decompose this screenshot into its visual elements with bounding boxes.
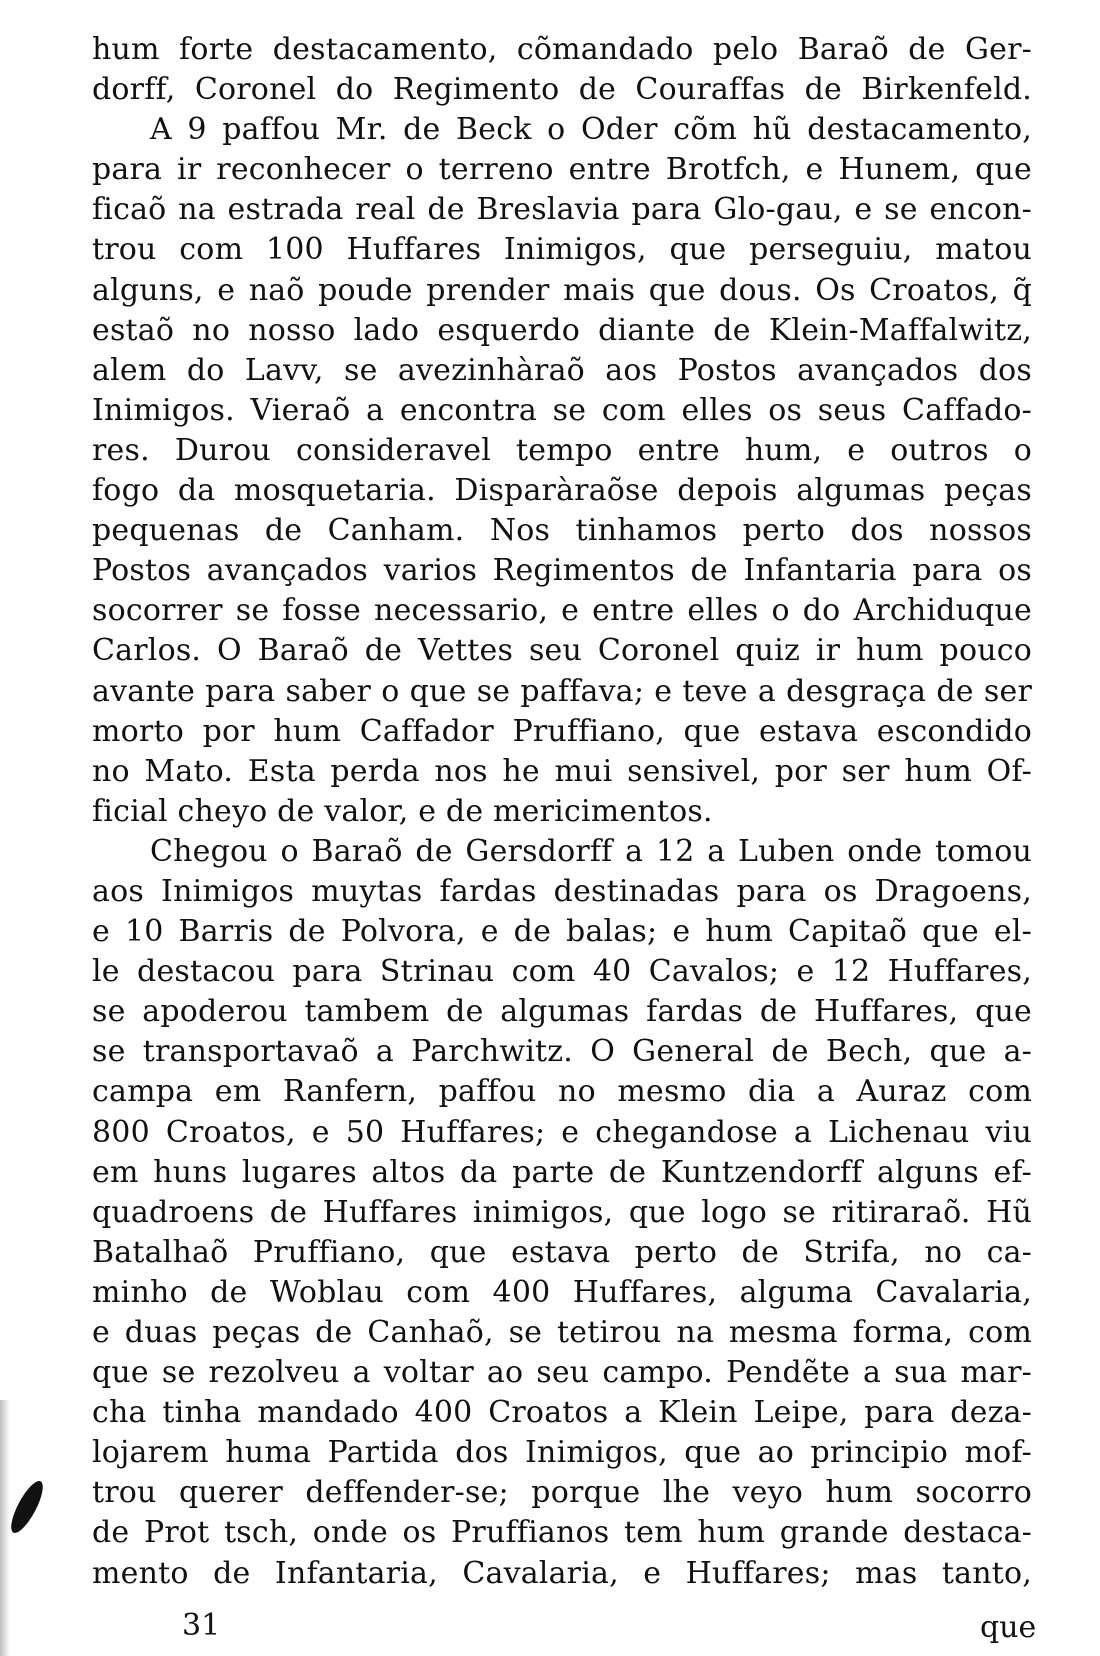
text-line: alem do Lavv, se avezinhàraõ aos Postos avançados dos: [92, 352, 1032, 388]
text-line: Batalhaõ Pruffiano, que estava perto de Strifa, no ca-: [92, 1234, 1032, 1270]
text-line: lojarem huma Partida dos Inimigos, que ao principio mof-: [92, 1435, 1032, 1471]
text-line: cha tinha mandado 400 Croatos a Klein Leipe, para deza-: [92, 1395, 1032, 1431]
paragraph-end-line: ficial cheyo de valor, e de mericimentos.: [92, 793, 713, 829]
ink-smudge: [5, 1477, 48, 1537]
text-line: aos Inimigos muytas fardas destinadas para os Dragoens,: [92, 873, 1032, 909]
text-line: mento de Infantaria, Cavalaria, e Huffares; mas tanto,: [92, 1555, 1032, 1591]
text-line: que se rezolveu a voltar ao seu campo. Pendẽte a sua mar-: [92, 1355, 1032, 1391]
text-line: de Prot tsch, onde os Pruffianos tem hum grande destaca-: [92, 1515, 1032, 1551]
text-line: minho de Woblau com 400 Huffares, alguma Cavalaria,: [92, 1274, 1032, 1310]
paragraph-start-line: Chegou o Baraõ de Gersdorff a 12 a Luben onde tomou: [150, 833, 1032, 869]
text-line: Postos avançados varios Regimentos de Infantaria para os: [92, 553, 1032, 589]
text-line: fogo da mosquetaria. Disparàraõse depois algumas peças: [92, 473, 1032, 509]
page-number: 31: [182, 1608, 221, 1643]
text-line: ficaõ na estrada real de Breslavia para Glo-gau, e se encon-: [92, 192, 1032, 228]
text-line: trou querer deffender-se; porque lhe veyo hum socorro: [92, 1475, 1032, 1511]
text-line: quadroens de Huffares inimigos, que logo se ritiraraõ. Hũ: [92, 1194, 1032, 1230]
text-line: se apoderou tambem de algumas fardas de Huffares, que: [92, 994, 1032, 1030]
text-line: para ir reconhecer o terreno entre Brotfch, e Hunem, que: [92, 152, 1032, 188]
body-text: [92, 30, 1032, 1594]
text-line: socorrer se fosse necessario, e entre elles o do Archiduque: [92, 593, 1032, 629]
text-line: Inimigos. Vieraõ a encontra se com elles os seus Caffado-: [92, 392, 1032, 428]
catchword: que: [980, 1610, 1037, 1645]
text-line: morto por hum Caffador Pruffiano, que estava escondido: [92, 713, 1032, 749]
text-line: e duas peças de Canhaõ, se tetirou na mesma forma, com: [92, 1315, 1032, 1350]
text-line: pequenas de Canham. Nos tinhamos perto dos nossos: [92, 513, 1032, 549]
text-line: no Mato. Esta perda nos he mui sensivel, por ser hum Of-: [92, 753, 1032, 789]
text-line: res. Durou consideravel tempo entre hum, e outros o: [92, 432, 1032, 468]
text-line: estaõ no nosso lado esquerdo diante de Klein-Maffalwitz,: [92, 312, 1032, 348]
text-line: hum forte destacamento, cõmandado pelo Baraõ de Ger-: [92, 32, 1032, 67]
text-line: Carlos. O Baraõ de Vettes seu Coronel quiz ir hum pouco: [92, 633, 1032, 669]
text-line: 800 Croatos, e 50 Huffares; e chegandose a Lichenau viu: [92, 1114, 1032, 1150]
text-line: e 10 Barris de Polvora, e de balas; e hum Capitaõ que el-: [92, 914, 1032, 950]
text-line: campa em Ranfern, paffou no mesmo dia a Auraz com: [92, 1074, 1032, 1110]
text-line: dorff, Coronel do Regimento de Couraffas de Birkenfeld.: [92, 72, 1032, 108]
text-line: em huns lugares altos da parte de Kuntzendorff alguns ef-: [92, 1154, 1032, 1190]
text-line: le destacou para Strinau com 40 Cavalos; e 12 Huffares,: [92, 954, 1032, 990]
text-line: trou com 100 Huffares Inimigos, que perseguiu, matou: [92, 232, 1032, 268]
paragraph-start-line: A 9 paffou Mr. de Beck o Oder cõm hũ destacamento,: [150, 112, 1032, 148]
text-line: alguns, e naõ poude prender mais que dous. Os Croatos, q̃: [92, 272, 1032, 308]
page-edge-shadow: [0, 1400, 10, 1656]
text-line: avante para saber o que se paffava; e teve a desgraça de ser: [92, 673, 1032, 709]
text-line: se transportavaõ a Parchwitz. O General de Bech, que a-: [92, 1034, 1032, 1070]
